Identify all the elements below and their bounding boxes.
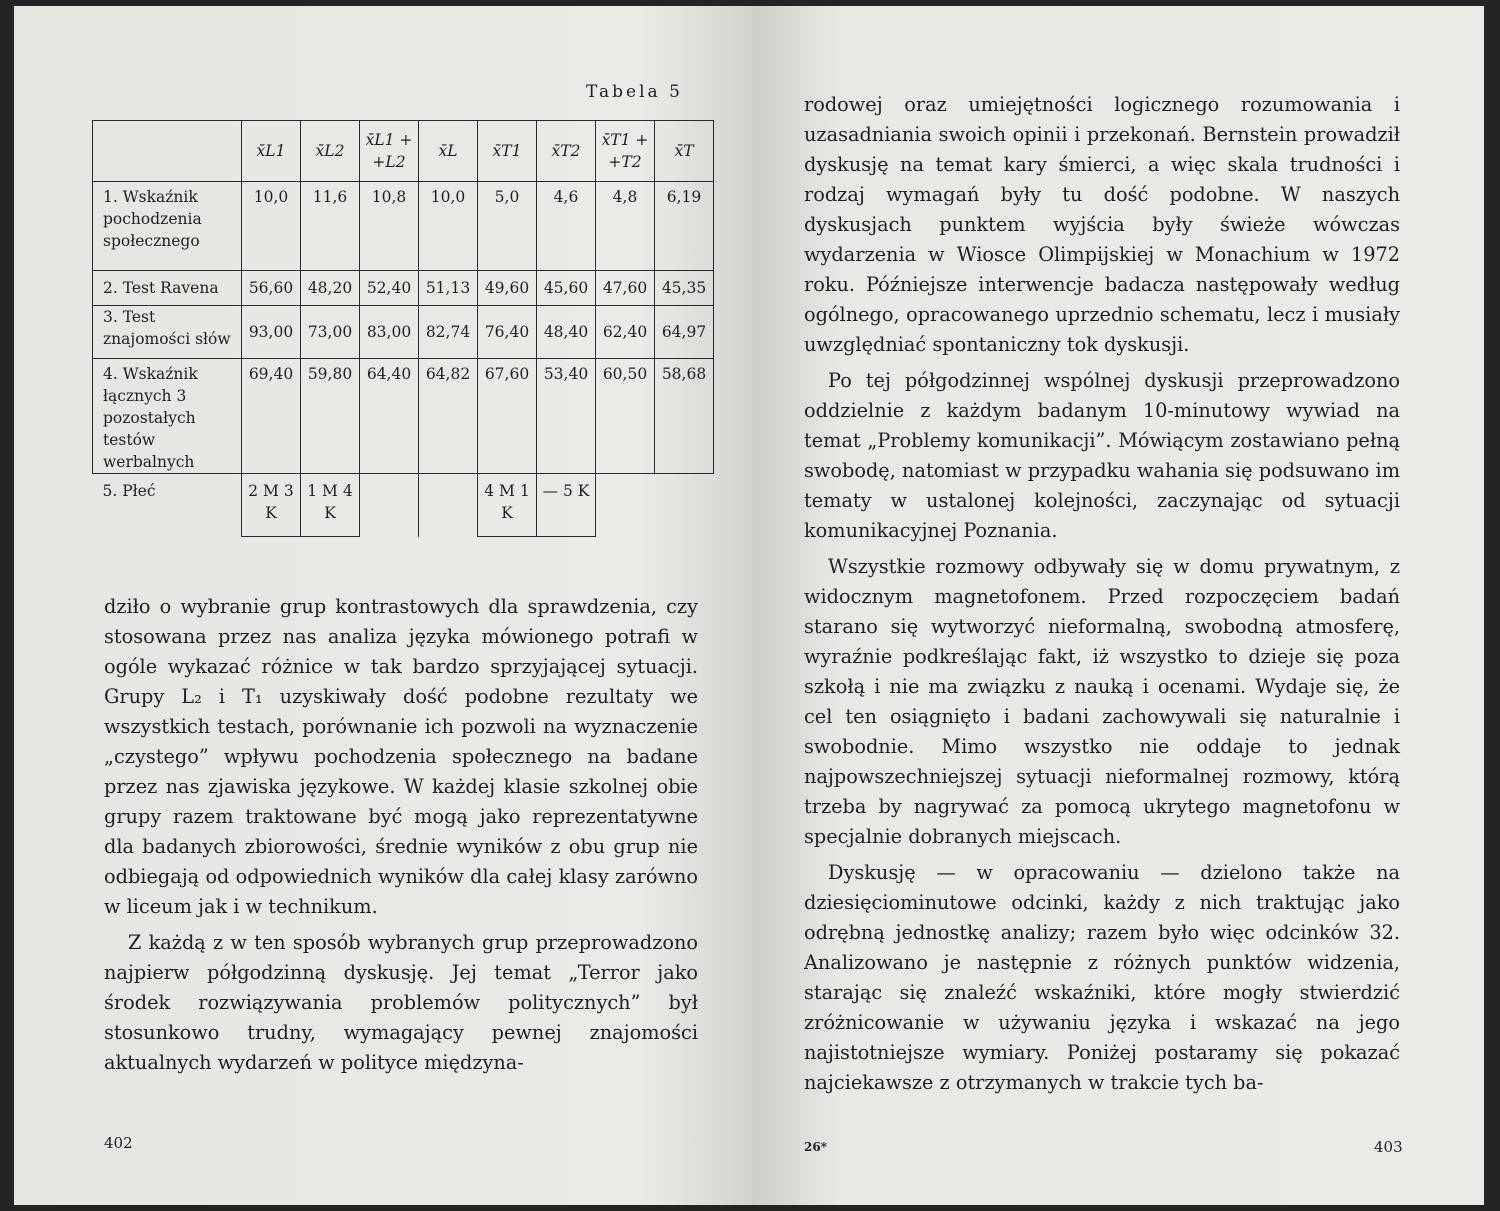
table-cell: 69,40 — [242, 359, 301, 474]
table-cell — [596, 474, 655, 537]
table-cell: 11,6 — [301, 182, 360, 271]
table-header-cell: x̄L2 — [301, 121, 360, 182]
data-table — [92, 120, 714, 537]
row-label: 1. Wskaźnik pochodzenia społecznego — [93, 182, 242, 271]
table-caption: Tabela 5 — [586, 82, 683, 102]
table-header-cell: x̄L — [419, 121, 478, 182]
table-cell: 6,19 — [655, 182, 714, 271]
paragraph: dziło o wybranie grup kontrastowych dla sprawdzenia, czy stosowana przez nas analiza języka mówionego potrafi w ogóle wykazać różnice w tak bardzo sprzyjającej sytuacji. Grupy L₂ i T₁ uzyskiwały dość podobne rezultaty we wszystkich testach, porównanie ich pozwoli na wyznaczenie „czystego” wpływu pochodzenia społecznego na badane przez nas zjawiska językowe. W każdej klasie szkolnej obie grupy razem traktowane być mogą jako reprezentatywne dla badanych zbiorowości, średnie wyników z obu grup nie odbiegają od odpowiednich wyników dla całej klasy zarówno w liceum jak i w technikum. — [104, 595, 698, 918]
table-row — [93, 306, 714, 359]
table-cell: 1 M 4 K — [301, 474, 360, 537]
table-cell — [655, 474, 714, 537]
table-header-cell: x̄L1 — [242, 121, 301, 182]
table-cell: 48,20 — [301, 271, 360, 306]
page-number: 403 — [1374, 1138, 1403, 1156]
table-header-cell: x̄L1 + +L2 — [360, 121, 419, 182]
printer-signature: 26* — [804, 1140, 827, 1154]
table-header-cell: x̄T1 + +T2 — [596, 121, 655, 182]
table-cell: 5,0 — [478, 182, 537, 271]
table-cell: 4,6 — [537, 182, 596, 271]
table-cell: 93,00 — [242, 306, 301, 359]
table-cell — [419, 474, 478, 537]
page-number: 402 — [104, 1134, 133, 1152]
table-header-cell: x̄T2 — [537, 121, 596, 182]
table-header-cell — [93, 121, 242, 182]
row-label: 3. Test znajomości słów — [93, 306, 242, 359]
table-cell: 56,60 — [242, 271, 301, 306]
table-cell: 67,60 — [478, 359, 537, 474]
table-cell: 45,60 — [537, 271, 596, 306]
paragraph: Wszystkie rozmowy odbywały się w domu prywatnym, z widocznym magnetofonem. Przed rozpoczęciem badań starano się wytworzyć nieformalną, swobodną atmosferę, wyraźnie podkreślając fakt, iż wszystko to dzieje się poza szkołą i nie ma związku z nauką i ocenami. Wydaje się, że cel ten osiągnięto i badani zachowywali się naturalnie i swobodnie. Mimo wszystko nie oddaje to jednak najpowszechniejszej sytuacji nieformalnej rozmowy, którą trzeba by nagrywać za pomocą ukrytego magnetofonu w specjalnie dobranych miejscach. — [804, 555, 1400, 848]
table-cell: 62,40 — [596, 306, 655, 359]
left-body-text — [104, 592, 698, 1078]
table-cell: 53,40 — [537, 359, 596, 474]
table-cell: 58,68 — [655, 359, 714, 474]
table-cell: 48,40 — [537, 306, 596, 359]
table-cell: 4,8 — [596, 182, 655, 271]
table-row — [93, 271, 714, 306]
table-cell — [360, 474, 419, 537]
table-cell: 52,40 — [360, 271, 419, 306]
table-cell: 76,40 — [478, 306, 537, 359]
table-cell: 60,50 — [596, 359, 655, 474]
row-label: 2. Test Ravena — [93, 271, 242, 306]
table-cell: 64,82 — [419, 359, 478, 474]
table-cell: 4 M 1 K — [478, 474, 537, 537]
paragraph: rodowej oraz umiejętności logicznego rozumowania i uzasadniania swoich opinii i przekonań. Bernstein prowadził dyskusję na temat kary śmierci, a więc skala trudności i rodzaj wymagań były tu dość podobne. W naszych dyskusjach punktem wyjścia były świeże wówczas wydarzenia w Wiosce Olimpijskiej w Monachium w 1972 roku. Późniejsze interwencje badacza następowały według ogólnego, opracowanego uprzednio schematu, lecz i musiały uwzględniać spontaniczny tok dyskusji. — [804, 93, 1400, 356]
table-cell: 10,0 — [419, 182, 478, 271]
table-header-cell: x̄T1 — [478, 121, 537, 182]
row-label: 5. Płeć — [102, 482, 156, 500]
table-cell: 2 M 3 K — [242, 474, 301, 537]
paragraph: Z każdą z w ten sposób wybranych grup przeprowadzono najpierw półgodzinną dyskusję. Jej temat „Terror jako środek rozwiązywania problemów politycznych” był stosunkowo trudny, wymagający pewnej znajomości aktualnych wydarzeń w polityce międzyna- — [104, 931, 698, 1074]
table-row — [93, 474, 714, 537]
table-cell: 82,74 — [419, 306, 478, 359]
table-row — [93, 359, 714, 474]
table-cell: 10,0 — [242, 182, 301, 271]
table-cell: 64,40 — [360, 359, 419, 474]
row-label: 4. Wskaźnik łącznych 3 pozostałych testów werbalnych — [93, 359, 242, 474]
table-cell: 59,80 — [301, 359, 360, 474]
right-body-text — [804, 90, 1400, 1098]
table-cell: — 5 K — [537, 474, 596, 537]
paragraph: Dyskusję — w opracowaniu — dzielono także na dziesięciominutowe odcinki, każdy z nich traktując jako odrębną jednostkę analizy; razem było więc odcinków 32. Analizowano je następnie z różnych punktów widzenia, starając się znaleźć wskaźniki, które mogły stwierdzić zróżnicowanie w używaniu języka i wskazać na jego najistotniejsze wymiary. Poniżej postaramy się pokazać najciekawsze z otrzymanych w trakcie tych ba- — [804, 861, 1400, 1094]
table-cell: 47,60 — [596, 271, 655, 306]
table-header-row — [93, 121, 714, 182]
paragraph: Po tej półgodzinnej wspólnej dyskusji przeprowadzono oddzielnie z każdym badanym 10-minutowy wywiad na temat „Problemy komunikacji”. Mówiącym zostawiano pełną swobodę, natomiast w przypadku wahania się podsuwano im tematy w ustalonej kolejności, zaczynając od sytuacji komunikacyjnej Poznania. — [804, 369, 1400, 542]
table-cell: 10,8 — [360, 182, 419, 271]
table-cell: 73,00 — [301, 306, 360, 359]
table-cell: 83,00 — [360, 306, 419, 359]
table-cell: 45,35 — [655, 271, 714, 306]
table-cell: 51,13 — [419, 271, 478, 306]
table-row — [93, 182, 714, 271]
table-header-cell: x̄T — [655, 121, 714, 182]
table-cell: 49,60 — [478, 271, 537, 306]
table-cell: 64,97 — [655, 306, 714, 359]
